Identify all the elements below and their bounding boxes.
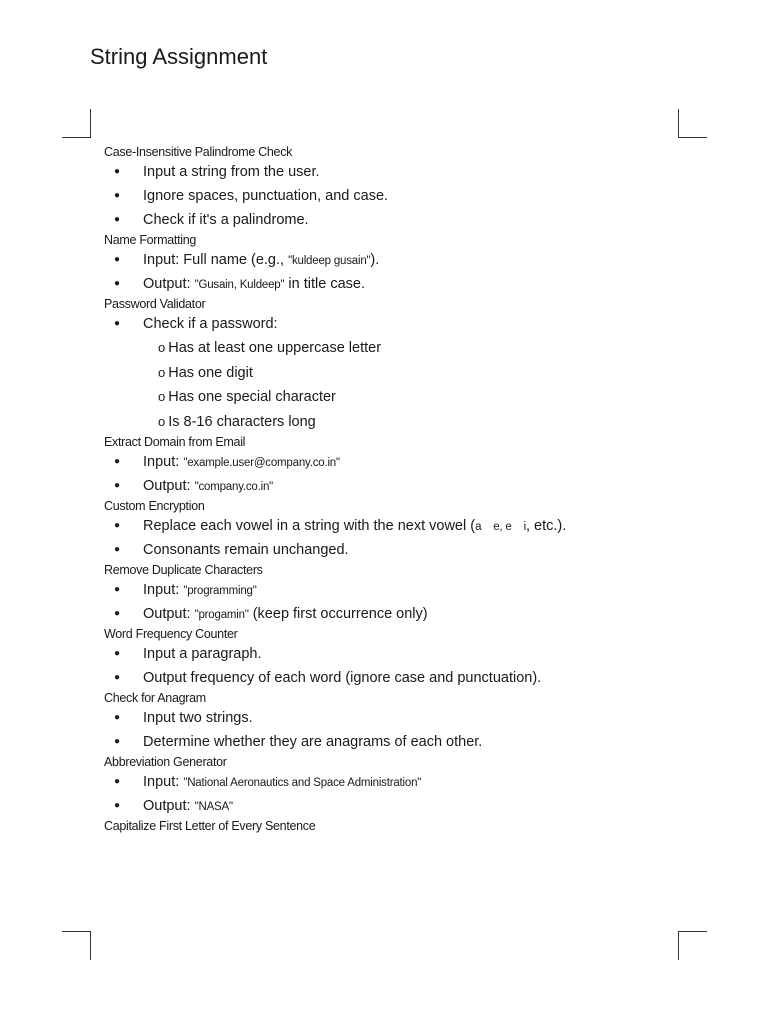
section-heading: Password Validator: [104, 297, 206, 311]
list-item-text: Output:: [143, 798, 195, 814]
list-item-text: Output:: [143, 606, 195, 622]
sub-list-item-text: Has one special character: [168, 389, 336, 405]
section-heading: Extract Domain from Email: [104, 435, 246, 449]
bullet-list: [104, 160, 724, 232]
bullet-icon: ●: [114, 648, 121, 659]
section-heading: Case-Insensitive Palindrome Check: [104, 145, 293, 159]
page-title: String Assignment: [90, 44, 268, 69]
list-item: [104, 666, 724, 690]
list-item: [104, 160, 724, 184]
section-heading: Abbreviation Generator: [104, 755, 227, 769]
list-item-text: Check if it's a palindrome.: [143, 212, 309, 228]
bullet-icon: ●: [114, 520, 121, 531]
crop-mark-bottom-right: [678, 931, 707, 960]
list-item: [104, 208, 724, 232]
sub-bullet-icon: o: [158, 413, 166, 429]
example-value: "Gusain, Kuldeep": [194, 279, 285, 291]
sub-list-item-text: Is 8-16 characters long: [168, 413, 316, 430]
section-heading: Word Frequency Counter: [104, 627, 238, 641]
bullet-list: [104, 642, 724, 690]
list-item: [104, 578, 724, 602]
list-item-text: Ignore spaces, punctuation, and case.: [143, 188, 389, 204]
list-item-text: Check if a password:: [143, 316, 278, 332]
bullet-icon: ●: [114, 544, 121, 555]
list-item: [104, 770, 724, 794]
list-item-text: Input a paragraph.: [143, 646, 262, 662]
crop-mark-bottom-left: [62, 931, 91, 960]
list-item-text: Input:: [143, 774, 184, 790]
bullet-list: [104, 514, 724, 562]
document-body: [104, 144, 724, 834]
list-item-text: in title case.: [284, 276, 365, 292]
list-item-text: Consonants remain unchanged.: [143, 542, 349, 558]
sub-list-item: [104, 336, 724, 361]
bullet-list: [104, 706, 724, 754]
list-item-text: Input a string from the user.: [143, 164, 320, 180]
list-item: [104, 794, 724, 818]
list-item-text: Input two strings.: [143, 710, 253, 726]
section-heading: Remove Duplicate Characters: [104, 563, 263, 577]
bullet-icon: ●: [114, 776, 121, 787]
list-item-text: Replace each vowel in a string with the next vowel (: [143, 518, 476, 534]
list-item-text: Determine whether they are anagrams of each other.: [143, 734, 483, 750]
list-item: [104, 642, 724, 666]
sub-list-item: [104, 361, 724, 386]
bullet-list: [104, 770, 724, 818]
example-value: "company.co.in": [194, 481, 274, 493]
bullet-icon: ●: [114, 254, 121, 265]
sub-bullet-icon: o: [158, 340, 166, 355]
bullet-icon: ●: [114, 214, 121, 225]
sub-bullet-icon: o: [158, 389, 166, 404]
list-item-text: Input:: [143, 454, 184, 470]
crop-mark-top-left: [62, 109, 91, 138]
section-heading: Capitalize First Letter of Every Sentence: [104, 819, 316, 833]
example-value: "kuldeep gusain": [288, 255, 371, 267]
bullet-list: [104, 578, 724, 626]
example-value: "NASA": [194, 801, 233, 813]
list-item-text: Input:: [143, 582, 184, 598]
bullet-list: [104, 312, 724, 336]
crop-mark-top-right: [678, 109, 707, 138]
bullet-icon: ●: [114, 190, 121, 201]
bullet-list: [104, 450, 724, 498]
bullet-icon: ●: [114, 318, 121, 329]
list-item-text: ).: [370, 252, 380, 268]
sub-bullet-icon: o: [158, 364, 166, 380]
list-item: [104, 514, 724, 538]
list-item: [104, 474, 724, 498]
example-value: a e, e i: [475, 521, 526, 533]
list-item-text: Output frequency of each word (ignore case and punctuation).: [143, 670, 542, 686]
bullet-icon: ●: [114, 166, 121, 177]
list-item: [104, 538, 724, 562]
section-heading: Custom Encryption: [104, 499, 205, 513]
sub-list-item-text: Has one digit: [168, 364, 253, 381]
bullet-icon: ●: [114, 800, 121, 811]
list-item-text: Output:: [143, 478, 195, 494]
bullet-icon: ●: [114, 456, 121, 467]
list-item: [104, 730, 724, 754]
sub-list-item-text: Has at least one uppercase letter: [168, 340, 382, 356]
section-heading: Name Formatting: [104, 233, 197, 247]
bullet-icon: ●: [114, 480, 121, 491]
example-value: "example.user@company.co.in": [183, 457, 340, 469]
example-value: "National Aeronautics and Space Administration": [183, 777, 422, 789]
list-item: [104, 602, 724, 626]
sub-list: [104, 336, 724, 434]
list-item: [104, 706, 724, 730]
list-item-text: Output:: [143, 276, 195, 292]
list-item: [104, 272, 724, 296]
example-value: "progamin": [194, 609, 249, 621]
list-item: [104, 184, 724, 208]
section-heading: Check for Anagram: [104, 691, 206, 705]
bullet-icon: ●: [114, 278, 121, 289]
list-item: [104, 312, 724, 336]
sub-list-item: [104, 410, 724, 435]
bullet-icon: ●: [114, 712, 121, 723]
bullet-icon: ●: [114, 584, 121, 595]
sub-list-item: [104, 385, 724, 410]
bullet-list: [104, 248, 724, 296]
list-item-text: (keep first occurrence only): [248, 606, 428, 622]
bullet-icon: ●: [114, 608, 121, 619]
bullet-icon: ●: [114, 672, 121, 683]
list-item-text: Input: Full name (e.g.,: [143, 252, 289, 268]
list-item: [104, 450, 724, 474]
list-item: [104, 248, 724, 272]
example-value: "programming": [183, 585, 257, 597]
list-item-text: , etc.).: [525, 518, 567, 534]
bullet-icon: ●: [114, 736, 121, 747]
